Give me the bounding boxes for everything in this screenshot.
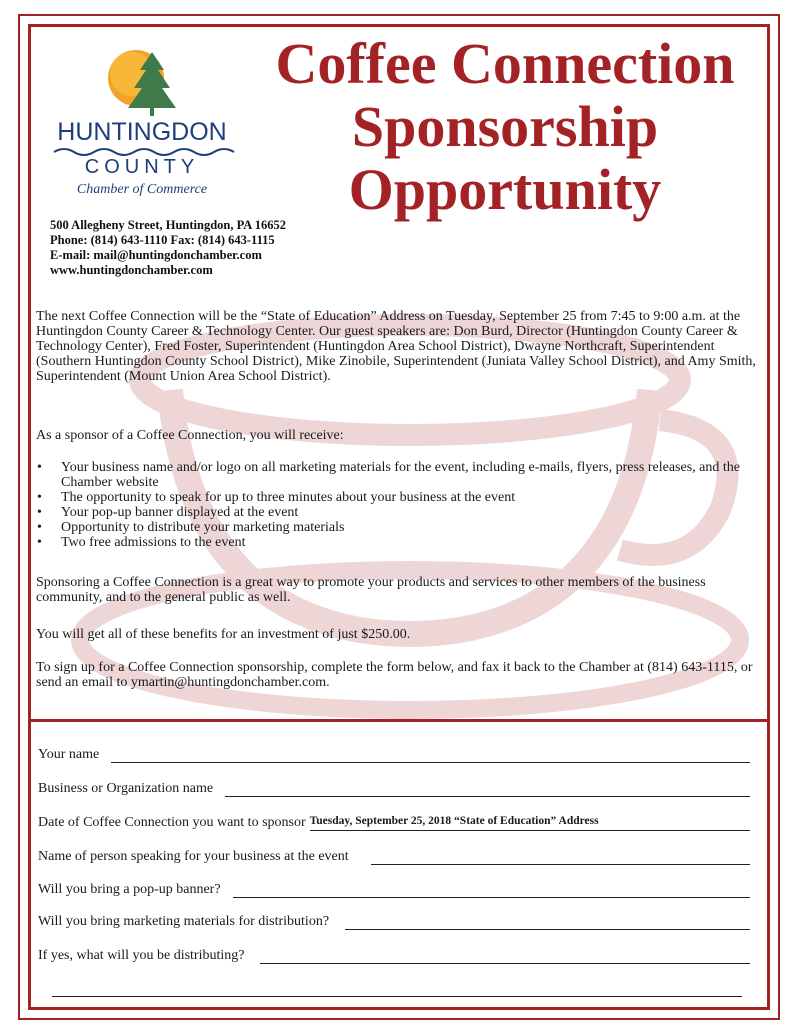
phone-fax: Phone: (814) 643-1110 Fax: (814) 643-1115 xyxy=(50,233,275,247)
intro-paragraph: The next Coffee Connection will be the “State of Education” Address on Tuesday, September 25 from 7:45 to 9:00 a.m. at the Huntingdon County Career & Technology Center. Our guest speakers are: Don Burd, Director (Huntingdon County Career & Technology Center), Fred Foster, Superintendent (Huntingdon Area School District), Dwayne Northcraft, Superintendent (Southern Huntingdon County School District), Mike Zinobile, Superintendent (Juniata Valley School District), and Amy Smith, Superintendent (Mount Union Area School District). xyxy=(36,309,756,384)
banner-label: Will you bring a pop-up banner? xyxy=(38,882,221,897)
email: E-mail: mail@huntingdonchamber.com xyxy=(50,248,262,262)
benefits-intro: As a sponsor of a Coffee Connection, you will receive: xyxy=(36,428,344,443)
page-title xyxy=(240,32,770,221)
date-field[interactable] xyxy=(310,816,750,831)
date-row xyxy=(38,813,750,831)
signup-paragraph: To sign up for a Coffee Connection sponsorship, complete the form below, and fax it back to the Chamber at (814) 643-1115, or send an email to ymartin@huntingdonchamber.com. xyxy=(36,660,753,690)
speaker-label: Name of person speaking for your business at the event xyxy=(38,849,349,864)
banner-field[interactable] xyxy=(233,883,750,898)
date-label: Date of Coffee Connection you want to sponsor xyxy=(38,815,306,830)
price-paragraph: You will get all of these benefits for an investment of just $250.00. xyxy=(36,627,411,642)
logo-county: COUNTY xyxy=(84,156,200,178)
list-item: • Opportunity to distribute your marketing materials xyxy=(36,520,764,535)
materials-row xyxy=(38,912,750,930)
distributing-label: If yes, what will you be distributing? xyxy=(38,948,245,963)
materials-label: Will you bring marketing materials for distribution? xyxy=(38,914,330,929)
banner-row xyxy=(38,880,750,898)
list-item: • Two free admissions to the event xyxy=(36,535,764,550)
title-line: Opportunity xyxy=(348,157,662,222)
logo-chamber: Chamber of Commerce xyxy=(76,182,208,197)
list-item: • Your pop-up banner displayed at the event xyxy=(36,505,764,520)
distributing-field[interactable] xyxy=(260,949,750,964)
list-item: • Your business name and/or logo on all marketing materials for the event, including e-mails, flyers, press releases, and the Chamber website xyxy=(36,460,764,490)
title-line: Coffee Connection xyxy=(275,31,735,96)
distributing-extra-line[interactable] xyxy=(52,996,742,997)
speaker-row xyxy=(38,847,750,865)
title-line: Sponsorship xyxy=(351,94,659,159)
logo-name: HUNTINGDON xyxy=(57,118,227,146)
contact-block xyxy=(50,218,350,278)
your-name-label: Your name xyxy=(38,747,100,762)
your-name-field[interactable] xyxy=(111,748,750,763)
address: 500 Allegheny Street, Huntingdon, PA 16652 xyxy=(50,218,287,232)
website: www.huntingdonchamber.com xyxy=(50,263,213,277)
promo-paragraph: Sponsoring a Coffee Connection is a great way to promote your products and services to other members of the business community, and to the general public as well. xyxy=(36,575,706,605)
your-name-row xyxy=(38,745,750,763)
materials-field[interactable] xyxy=(345,915,750,930)
list-item: • The opportunity to speak for up to three minutes about your business at the event xyxy=(36,490,764,505)
business-row xyxy=(38,779,750,797)
date-value: Tuesday, September 25, 2018 “State of Education” Address xyxy=(309,815,599,827)
distributing-row xyxy=(38,946,750,964)
business-field[interactable] xyxy=(225,782,750,797)
business-label: Business or Organization name xyxy=(38,781,214,796)
speaker-field[interactable] xyxy=(371,850,750,865)
benefits-list xyxy=(36,460,764,550)
